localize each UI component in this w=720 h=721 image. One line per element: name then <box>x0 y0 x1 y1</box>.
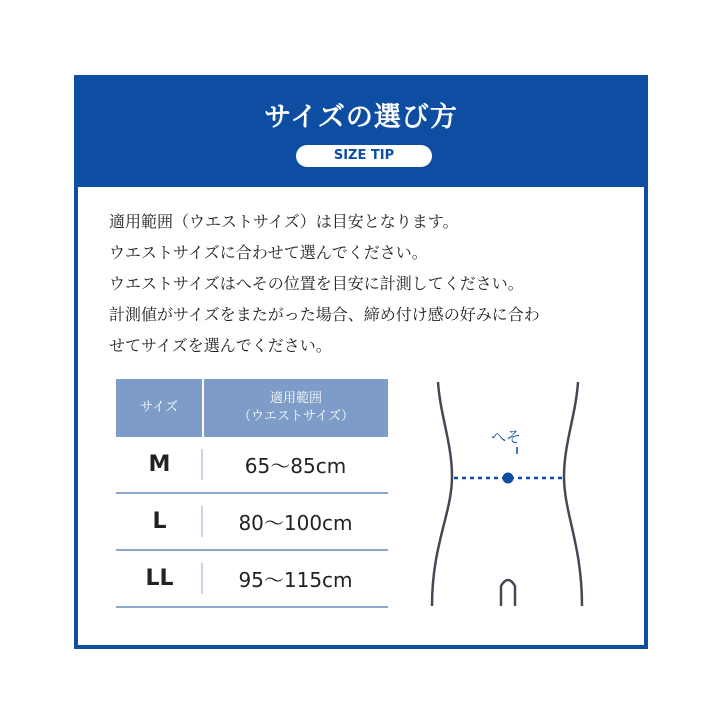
size-table <box>116 379 388 608</box>
size-cell: L <box>116 493 203 550</box>
header-range <box>203 379 388 437</box>
size-cell: M <box>116 437 203 493</box>
table-header-row <box>116 379 388 437</box>
table-row <box>116 437 388 493</box>
instruction-line: ウエストサイズに合わせて選んでください。 <box>109 243 428 262</box>
range-cell: 80〜100cm <box>203 493 388 550</box>
crotch-outline <box>501 580 515 606</box>
page-title: サイズの選び方 <box>264 102 458 133</box>
header-banner <box>78 79 644 187</box>
size-cell: LL <box>116 550 203 607</box>
instruction-line: せてサイズを選んでください。 <box>109 336 332 355</box>
instruction-line: ウエストサイズはへその位置を目安に計測してください。 <box>109 274 524 293</box>
torso-left-outline <box>432 382 452 606</box>
torso-right-outline <box>564 382 582 606</box>
range-cell: 95〜115cm <box>203 550 388 607</box>
table-row <box>116 550 388 607</box>
instruction-line: 適用範囲（ウエストサイズ）は目安となります。 <box>109 212 459 231</box>
instruction-line: 計測値がサイズをまたがった場合、締め付け感の好みに合わ <box>109 305 540 324</box>
size-guide-card <box>74 75 648 649</box>
body-waist-diagram <box>418 374 598 614</box>
navel-dot <box>503 473 514 484</box>
navel-label: へそ <box>490 428 522 446</box>
header-size: サイズ <box>116 379 203 437</box>
instructions-text <box>109 206 629 361</box>
table-row <box>116 493 388 550</box>
range-cell: 65〜85cm <box>203 437 388 493</box>
header-range-label: 適用範囲 （ウエストサイズ） <box>238 391 354 424</box>
size-tip-badge: SIZE TIP <box>296 145 432 167</box>
